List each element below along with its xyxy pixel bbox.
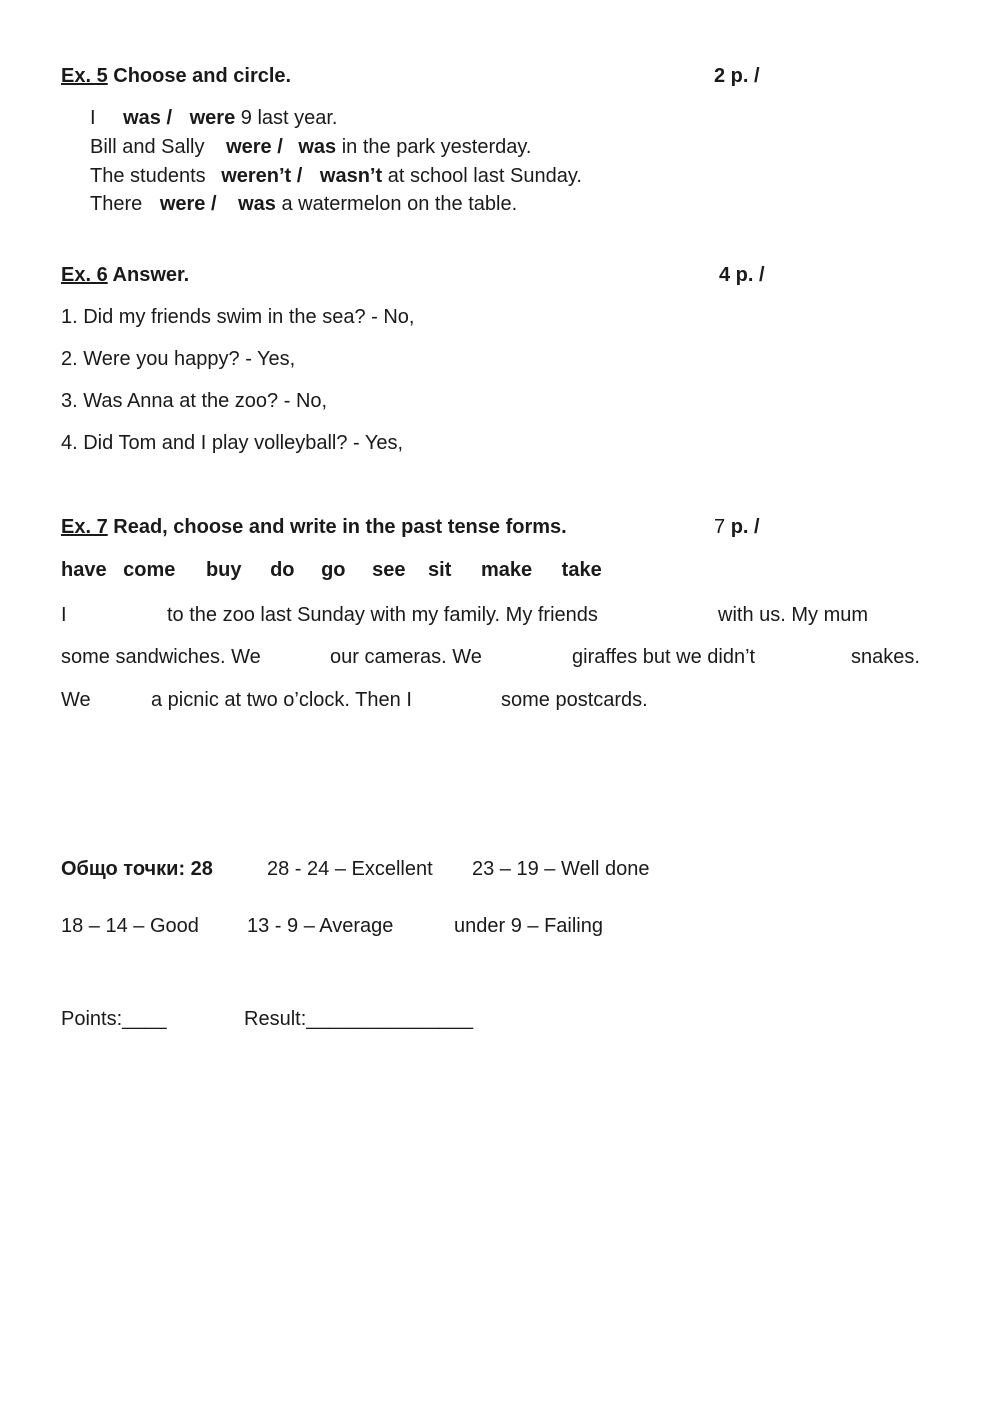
ex5-line-3-subject: The students <box>90 165 206 187</box>
ex6-instruction: Answer. <box>112 264 190 286</box>
ex5-line-3-option-1[interactable]: weren’t / <box>221 165 303 187</box>
ex7-text-line-1-part-1: I <box>61 604 67 626</box>
word-bank-item: see <box>372 559 406 581</box>
ex5-points: 2 p. / <box>714 65 760 87</box>
ex5-line-1 <box>90 106 337 130</box>
ex5-line-2-option-2[interactable]: was <box>298 136 337 158</box>
ex5-line-1-option-1[interactable]: was / <box>123 107 173 129</box>
ex6-question-2: 2. Were you happy? - Yes, <box>61 348 296 370</box>
ex7-text-line-2-part-1: some sandwiches. We <box>61 646 261 668</box>
score-range-good: 18 – 14 – Good <box>61 915 199 937</box>
ex6-question-4: 4. Did Tom and I play volleyball? - Yes, <box>61 432 404 454</box>
ex5-heading <box>61 64 291 88</box>
ex7-number: Ex. 7 <box>61 516 108 538</box>
word-bank-item: buy <box>205 559 242 581</box>
ex6-points: 4 p. / <box>719 264 765 286</box>
ex5-line-1-option-2[interactable]: were <box>189 107 236 129</box>
ex6-heading <box>61 263 189 287</box>
score-range-failing: under 9 – Failing <box>454 915 603 937</box>
ex7-points-number: 7 <box>714 516 726 538</box>
ex7-text-line-3-part-3: some postcards. <box>501 689 648 711</box>
ex7-points <box>714 515 760 539</box>
points-field[interactable]: Points:____ <box>61 1008 167 1030</box>
ex6-number: Ex. 6 <box>61 264 108 286</box>
ex7-text-line-1-part-3: with us. My mum <box>718 604 869 626</box>
score-range-excellent: 28 - 24 – Excellent <box>267 858 433 880</box>
total-points: Общо точки: 28 <box>61 858 213 880</box>
ex5-line-2-subject: Bill and Sally <box>90 136 205 158</box>
ex5-line-1-subject: I <box>90 107 96 129</box>
word-bank-item: make <box>480 559 533 581</box>
ex7-text-line-1-part-2: to the zoo last Sunday with my family. My friends <box>167 604 598 626</box>
ex5-line-2 <box>90 135 531 159</box>
word-bank-item: come <box>123 559 176 581</box>
ex5-line-3-rest: at school last Sunday. <box>387 165 582 187</box>
ex7-text-line-2-part-3: giraffes but we didn’t <box>572 646 756 668</box>
word-bank-item: go <box>321 559 346 581</box>
ex5-number: Ex. 5 <box>61 65 108 87</box>
ex5-line-4-rest: a watermelon on the table. <box>281 193 518 215</box>
ex7-word-bank <box>61 558 602 582</box>
ex7-instruction: Read, choose and write in the past tense forms. <box>113 516 567 538</box>
ex7-heading <box>61 515 567 539</box>
ex7-text-line-3-part-1: We <box>61 689 91 711</box>
word-bank-item: take <box>561 559 602 581</box>
ex5-line-4-subject: There <box>90 193 143 215</box>
ex5-line-1-rest: 9 last year. <box>240 107 338 129</box>
result-field[interactable]: Result:_______________ <box>244 1008 474 1030</box>
ex5-line-3-option-2[interactable]: wasn’t <box>319 165 383 187</box>
word-bank-item: have <box>61 559 107 581</box>
word-bank-item: sit <box>428 559 452 581</box>
ex5-line-4-option-1[interactable]: were / <box>159 193 217 215</box>
score-range-average: 13 - 9 – Average <box>247 915 394 937</box>
ex6-question-1: 1. Did my friends swim in the sea? - No, <box>61 306 415 328</box>
ex7-text-line-2-part-2: our cameras. We <box>330 646 482 668</box>
ex5-line-4 <box>90 192 517 216</box>
ex5-line-2-option-1[interactable]: were / <box>226 136 283 158</box>
score-range-well-done: 23 – 19 – Well done <box>472 858 650 880</box>
ex7-text-line-3-part-2: a picnic at two o’clock. Then I <box>151 689 412 711</box>
ex5-line-4-option-2[interactable]: was <box>238 193 276 215</box>
ex6-question-3: 3. Was Anna at the zoo? - No, <box>61 390 328 412</box>
ex5-instruction: Choose and circle. <box>113 65 292 87</box>
word-bank-item: do <box>270 559 295 581</box>
ex5-line-3 <box>90 164 582 188</box>
ex7-points-suffix: p. / <box>730 516 760 538</box>
ex7-text-line-2-part-4: snakes. <box>851 646 920 668</box>
ex5-line-2-rest: in the park yesterday. <box>341 136 532 158</box>
